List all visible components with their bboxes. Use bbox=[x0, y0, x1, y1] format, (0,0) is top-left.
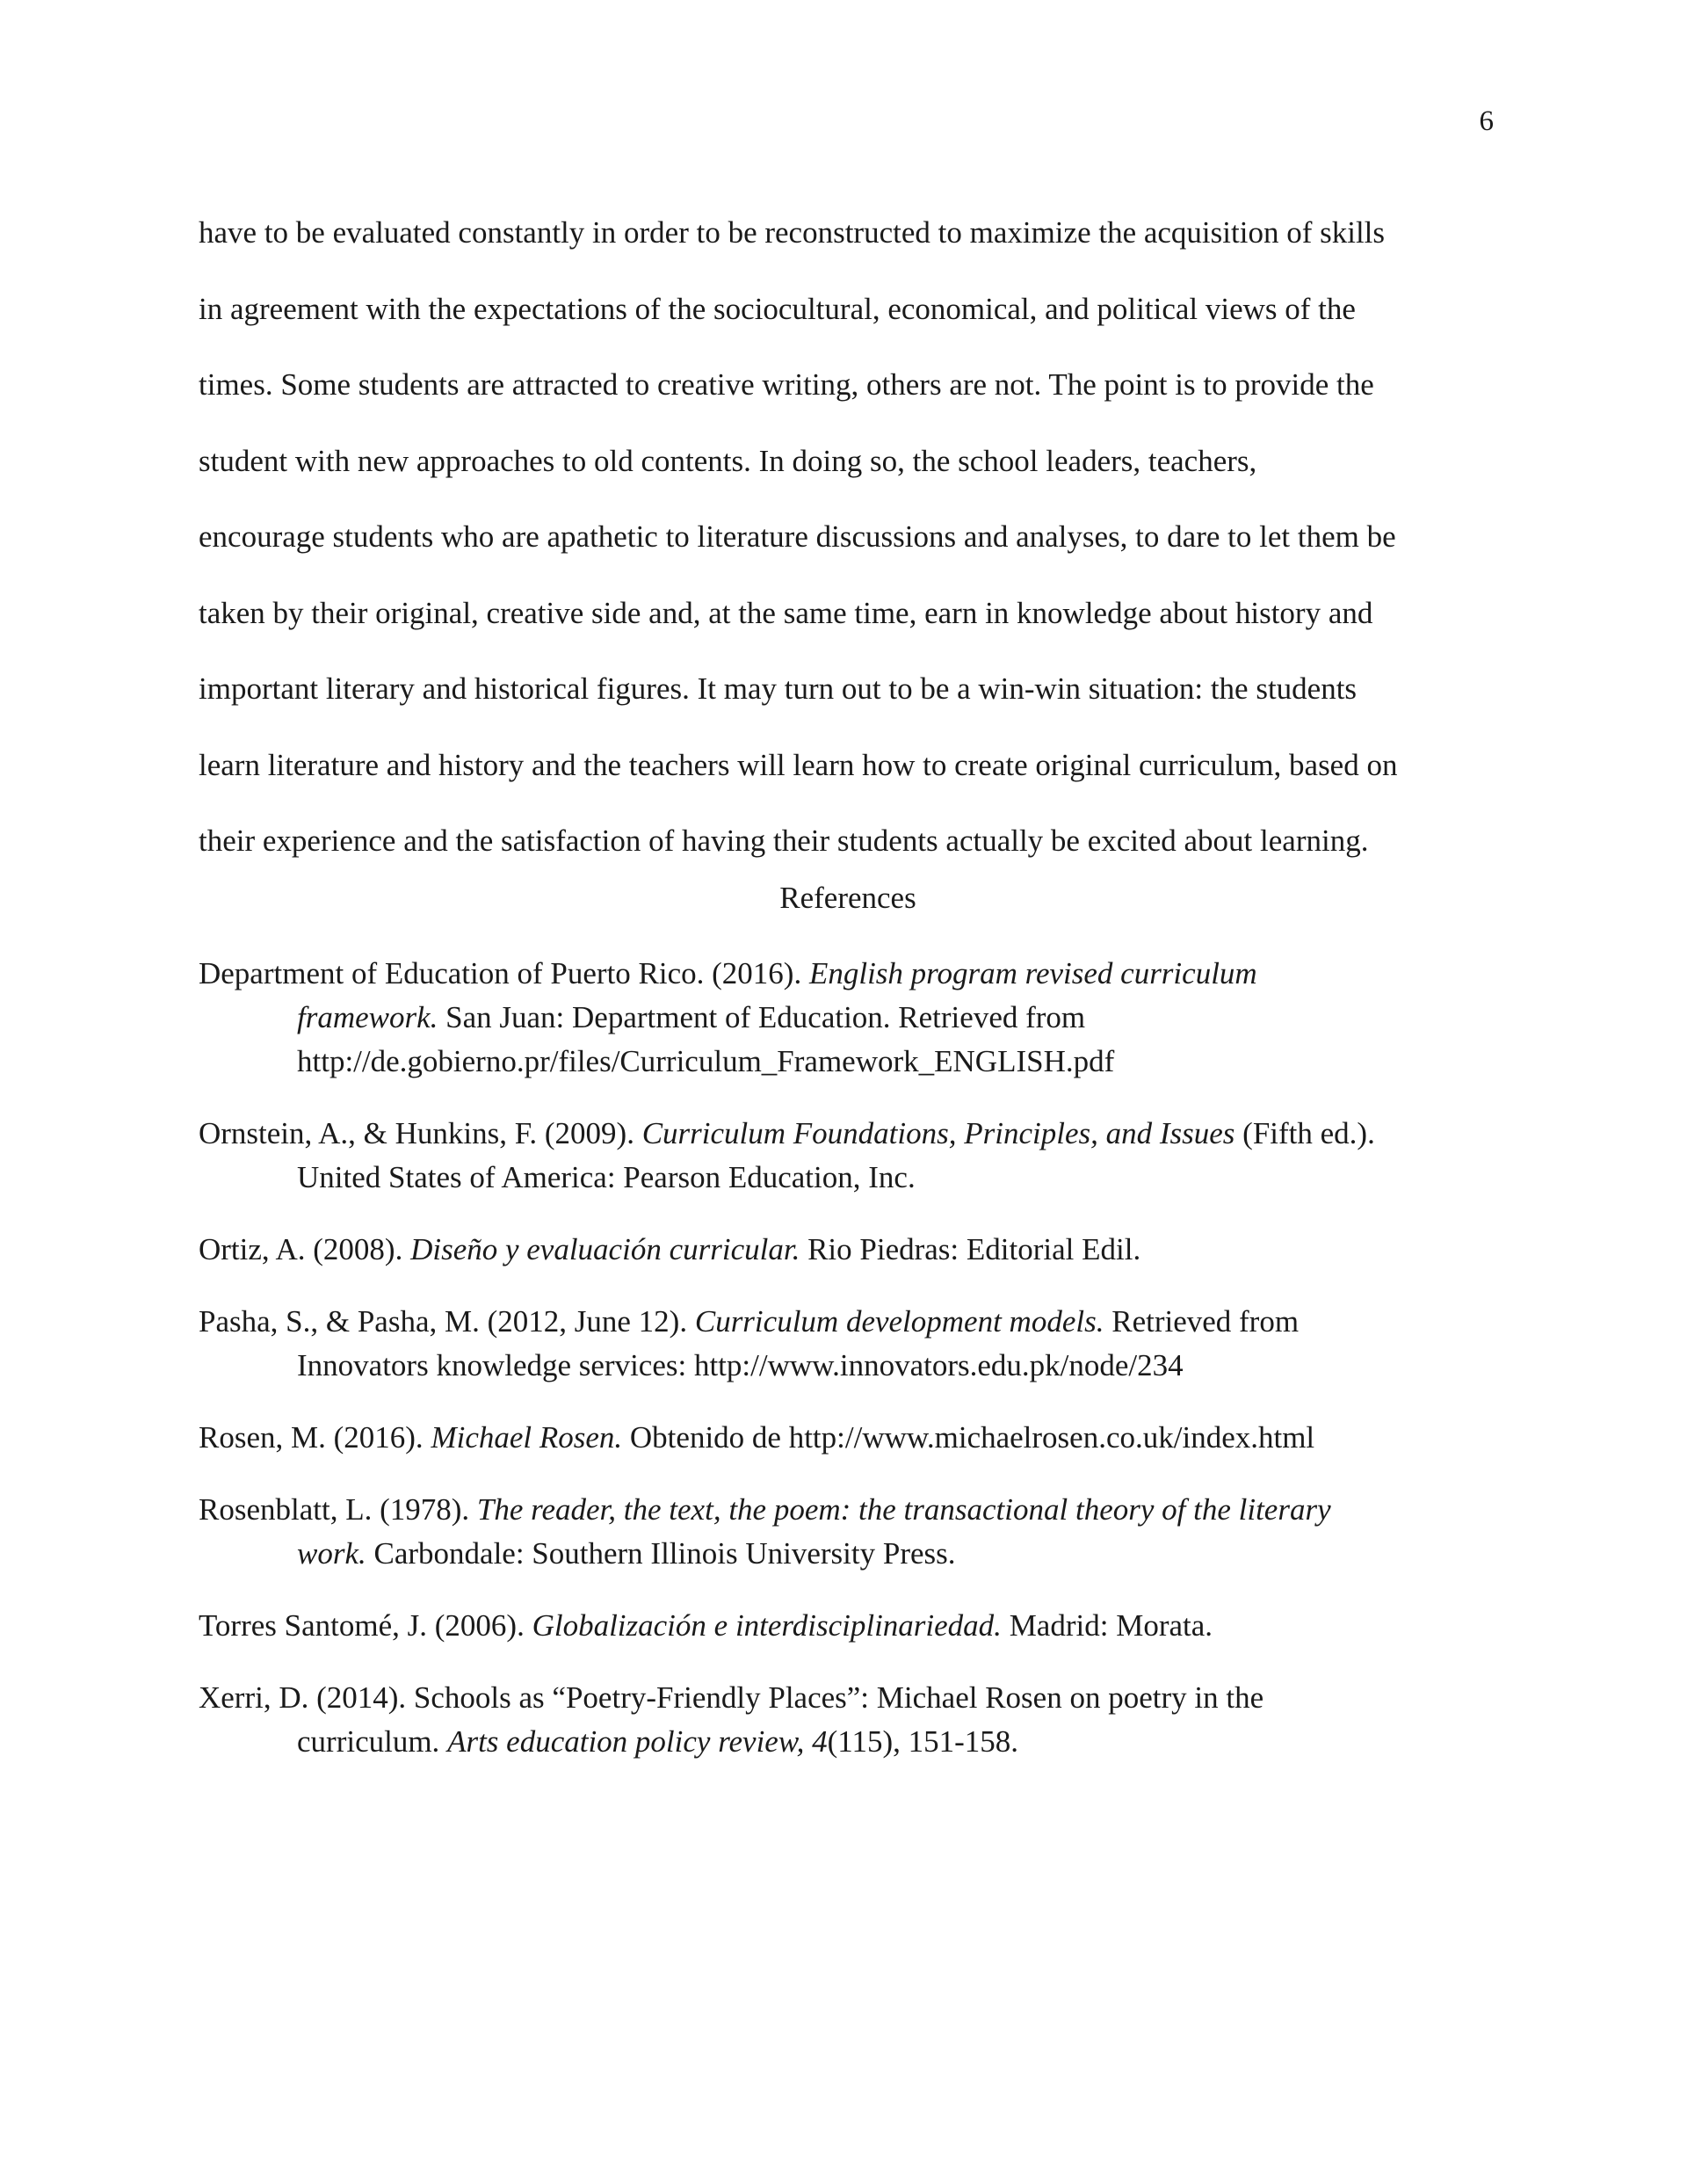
ref-text: Obtenido de http://www.michaelrosen.co.uk/index.html bbox=[622, 1420, 1315, 1455]
references-list bbox=[199, 952, 1497, 1792]
ref-text: Madrid: Morata. bbox=[1001, 1608, 1213, 1643]
ref-text: Innovators knowledge services: http://www.innovators.edu.pk/node/234 bbox=[297, 1348, 1184, 1382]
body-line: important literary and historical figures. It may turn out to be a win-win situation: the students bbox=[199, 671, 1358, 706]
ref-text: Ornstein, A., & Hunkins, F. (2009). bbox=[199, 1116, 642, 1150]
reference-line bbox=[199, 1040, 1497, 1084]
reference-line bbox=[199, 1300, 1497, 1344]
reference-line bbox=[199, 1676, 1497, 1720]
ref-title: Diseño y evaluación curricular. bbox=[410, 1232, 800, 1266]
ref-text: Carbondale: Southern Illinois University Press. bbox=[366, 1536, 956, 1571]
ref-title: English program revised curriculum bbox=[808, 956, 1257, 990]
reference-line bbox=[199, 1720, 1497, 1764]
reference-entry bbox=[199, 1416, 1497, 1460]
reference-line bbox=[199, 996, 1497, 1040]
reference-entry bbox=[199, 1676, 1497, 1764]
reference-line bbox=[199, 1604, 1497, 1648]
reference-line bbox=[199, 1488, 1497, 1532]
body-line: their experience and the satisfaction of having their students actually be excited about learning. bbox=[199, 824, 1369, 858]
reference-entry bbox=[199, 1228, 1497, 1272]
reference-line bbox=[199, 1156, 1497, 1200]
ref-title: Curriculum development models. bbox=[694, 1304, 1104, 1339]
page-number: 6 bbox=[1479, 105, 1494, 137]
reference-line bbox=[199, 1344, 1497, 1388]
ref-text: United States of America: Pearson Education, Inc. bbox=[297, 1160, 916, 1194]
ref-text: Retrieved from bbox=[1104, 1304, 1300, 1339]
ref-text: Pasha, S., & Pasha, M. (2012, June 12). bbox=[199, 1304, 695, 1339]
references-heading: References bbox=[779, 881, 916, 915]
body-line: times. Some students are attracted to creative writing, others are not. The point is to provide the bbox=[199, 367, 1374, 402]
body-paragraph bbox=[199, 195, 1497, 880]
ref-text: San Juan: Department of Education. Retrieved from bbox=[438, 1000, 1086, 1034]
reference-entry bbox=[199, 952, 1497, 1084]
ref-title: The reader, the text, the poem: the transactional theory of the literary bbox=[476, 1492, 1331, 1527]
body-line: learn literature and history and the teachers will learn how to create original curriculum, based on bbox=[199, 747, 1398, 782]
ref-title: work. bbox=[297, 1536, 366, 1571]
ref-text: (Fifth ed.). bbox=[1234, 1116, 1375, 1150]
body-line: taken by their original, creative side and, at the same time, earn in knowledge about history and bbox=[199, 595, 1373, 630]
ref-text: (115), 151-158. bbox=[827, 1724, 1019, 1759]
ref-title: Arts education policy review, 4 bbox=[447, 1724, 828, 1759]
reference-entry bbox=[199, 1604, 1497, 1648]
reference-line bbox=[199, 1112, 1497, 1156]
reference-line bbox=[199, 1532, 1497, 1576]
ref-text: Rosen, M. (2016). bbox=[199, 1420, 431, 1455]
ref-text: Rosenblatt, L. (1978). bbox=[199, 1492, 477, 1527]
ref-text: Department of Education of Puerto Rico. (2016). bbox=[199, 956, 809, 990]
body-line: student with new approaches to old contents. In doing so, the school leaders, teachers, bbox=[199, 443, 1257, 478]
ref-text: Xerri, D. (2014). Schools as “Poetry-Friendly Places”: Michael Rosen on poetry in the bbox=[199, 1680, 1264, 1715]
body-line: have to be evaluated constantly in order to be reconstructed to maximize the acquisition of skills bbox=[199, 215, 1386, 250]
reference-line bbox=[199, 952, 1497, 996]
ref-text: Rio Piedras: Editorial Edil. bbox=[800, 1232, 1141, 1266]
ref-text: curriculum. bbox=[297, 1724, 448, 1759]
ref-title: Michael Rosen. bbox=[431, 1420, 623, 1455]
reference-line bbox=[199, 1416, 1497, 1460]
reference-entry bbox=[199, 1488, 1497, 1576]
ref-text: Torres Santomé, J. (2006). bbox=[199, 1608, 532, 1643]
ref-title: Curriculum Foundations, Principles, and Issues bbox=[641, 1116, 1235, 1150]
body-line: encourage students who are apathetic to literature discussions and analyses, to dare to let them be bbox=[199, 519, 1396, 554]
reference-entry bbox=[199, 1112, 1497, 1200]
reference-entry bbox=[199, 1300, 1497, 1388]
reference-line bbox=[199, 1228, 1497, 1272]
ref-url: http://de.gobierno.pr/files/Curriculum_Framework_ENGLISH.pdf bbox=[297, 1044, 1115, 1078]
ref-title: framework. bbox=[297, 1000, 438, 1034]
ref-title: Globalización e interdisciplinariedad. bbox=[532, 1608, 1002, 1643]
ref-text: Ortiz, A. (2008). bbox=[199, 1232, 411, 1266]
body-line: in agreement with the expectations of the sociocultural, economical, and political views of the bbox=[199, 291, 1356, 326]
